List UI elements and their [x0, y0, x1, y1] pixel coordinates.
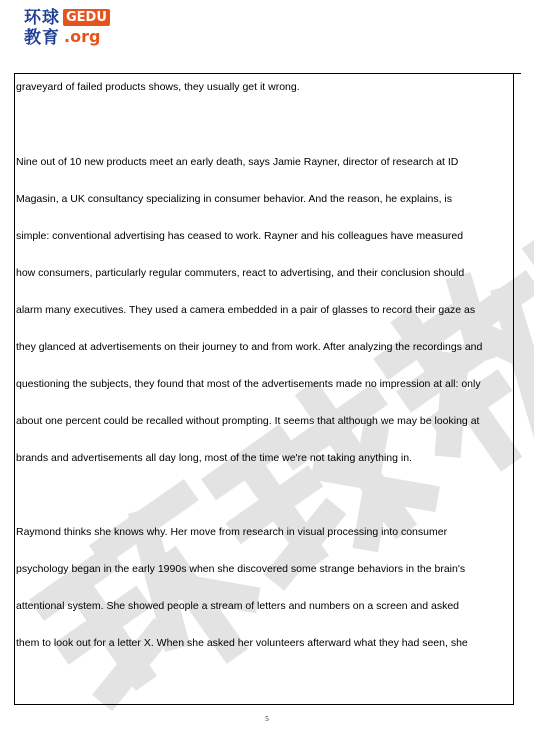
text-line: brands and advertisements all day long, most of the time we're not taking anything in. [16, 452, 412, 464]
text-line: Nine out of 10 new products meet an early death, says Jamie Rayner, director of research at ID [16, 156, 459, 168]
logo-chinese-bottom: 教育 [24, 28, 60, 48]
gedu-logo [24, 6, 124, 46]
text-line: they glanced at advertisements on their journey to and from work. After analyzing the recordings and [16, 341, 483, 353]
page-number: 5 [265, 715, 269, 723]
logo-chinese-top: 环球 [24, 8, 60, 28]
text-line: how consumers, particularly regular commuters, react to advertising, and their conclusion should [16, 267, 465, 279]
text-line: questioning the subjects, they found that most of the advertisements made no impression at all: only [16, 378, 481, 390]
text-line: psychology began in the early 1990s when she discovered some strange behaviors in the brain's [16, 563, 466, 575]
text-line: alarm many executives. They used a camera embedded in a pair of glasses to record their gaze as [16, 304, 476, 316]
text-line: graveyard of failed products shows, they usually get it wrong. [16, 81, 300, 93]
text-line: Raymond thinks she knows why. Her move from research in visual processing into consumer [16, 526, 448, 538]
logo-gedu-badge: GEDU [63, 9, 110, 26]
logo-org-suffix: .org [64, 27, 101, 46]
text-line: Magasin, a UK consultancy specializing in consumer behavior. And the reason, he explains, is [16, 193, 452, 205]
text-line: attentional system. She showed people a stream of letters and numbers on a screen and asked [16, 600, 460, 612]
text-line: about one percent could be recalled without prompting. It seems that although we may be looking at [16, 415, 480, 427]
text-line: them to look out for a letter X. When she asked her volunteers afterward what they had seen, she [16, 637, 468, 649]
text-line: simple: conventional advertising has ceased to work. Rayner and his colleagues have measured [16, 230, 464, 242]
